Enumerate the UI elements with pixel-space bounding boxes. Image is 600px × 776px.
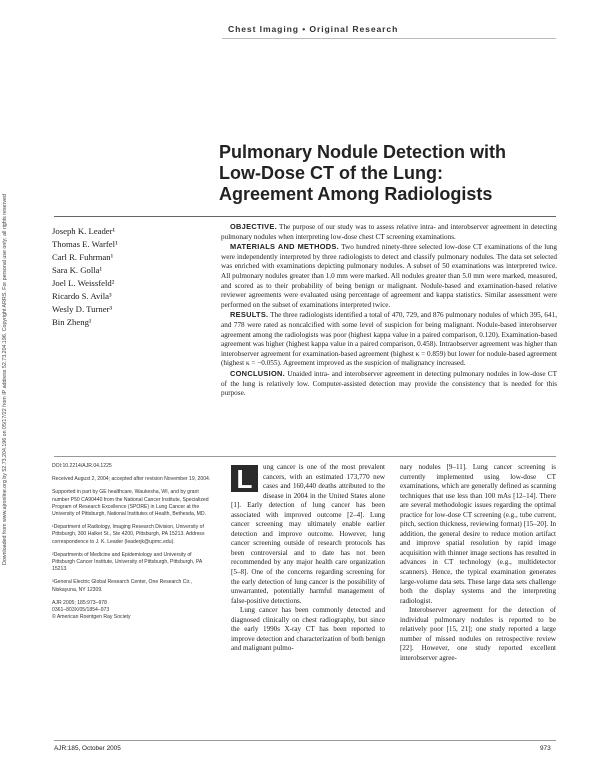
author-name: Joel L. Weissfeld² <box>52 278 115 288</box>
article-title <box>219 142 559 205</box>
abstract-results <box>221 310 557 369</box>
page-number: 973 <box>540 745 551 752</box>
abstract-heading: CONCLUSION. <box>230 368 286 378</box>
body-paragraph <box>231 463 385 606</box>
abstract-text: Unaided intra- and interobserver agreement in detecting pulmonary nodules in low-dose CT of the lung is relatively low. Computer-assisted detection may provide the consistency that is needed for this purpose. <box>221 369 557 398</box>
footer-rule <box>54 740 556 741</box>
abstract-heading: RESULTS. <box>230 310 269 320</box>
author-name: Bin Zheng¹ <box>52 317 92 327</box>
body-column-2 <box>400 463 556 663</box>
section-header: Chest Imaging • Original Research <box>228 24 399 34</box>
author-name: Carl R. Fuhrman¹ <box>52 252 114 262</box>
author-name: Ricardo S. Avila³ <box>52 291 112 301</box>
drop-cap: L <box>231 465 258 492</box>
download-watermark: Downloaded from www.ajronline.org by 52.73.204.196 on 05/17/22 from IP address 52.73.204.196. Copyright ARRS. For personal use only; all rights reserved <box>2 194 8 566</box>
citation-note: AJR 2005; 185:973–978 0361–803X/05/1854–973 © American Roentgen Ray Society <box>52 599 131 621</box>
title-line: Low-Dose CT of the Lung: <box>219 163 443 183</box>
title-line: Pulmonary Nodule Detection with <box>219 142 507 162</box>
abstract-rule <box>54 456 556 457</box>
title-line: Agreement Among Radiologists <box>219 184 493 204</box>
abstract-text: The three radiologists identified a total of 470, 729, and 876 pulmonary nodules of which 395, 641, and 778 were rated as noncalcified with some level of suspicion for being malignant. Nodule-based interobserver agreement among the radiologists was poor (highest kappa value in a paired comparison, 0.120). Examination-based agreement was higher (highest kappa value in a paired comparison, 0.458). Intraobserver agreement was higher than interobserver agreement for examination-based agreement (highest κ = 0.859) but lower for nodule-based agreement (highest κ = −0.055). Agreement improved as the suspicion of malignancy increased. <box>221 311 557 368</box>
paragraph-text: ung cancer is one of the most prevalent cancers, with an estimated 173,770 new cases and 160,440 deaths attributed to the disease in 2004 in the United States alone [1]. Early detection of lung cancer has been associated with improved outcome [2–4]. Lung cancer screening may ultimately enable earlier detection and improve outcome. However, lung cancer screening outside of research protocols has been controversial and to date has not been recommended by any major health care organization [5–8]. One of the concerns regarding screening for the early detection of lung cancer is the possibility of unwarranted, potentially harmful management of false-positive detections. <box>231 463 385 605</box>
author-name: Thomas E. Warfel¹ <box>52 239 118 249</box>
journal-footer: AJR:185, October 2005 <box>54 745 121 752</box>
article-notes <box>52 463 214 627</box>
abstract <box>221 222 557 399</box>
abstract-conclusion <box>221 369 557 399</box>
abstract-heading: MATERIALS AND METHODS. <box>230 242 339 252</box>
support-note: Supported in part by GE healthcare, Waukesha, WI, and by grant number P50 CA90440 from the National Cancer Institute, Specialized Program of Research Excellence (SPORE) in Lung Cancer at the University of Pittsburgh, National Institutes of Health, Bethesda, MD. <box>52 489 209 518</box>
received-note: Received August 2, 2004; accepted after revision November 19, 2004. <box>52 476 211 483</box>
author-list <box>52 225 202 329</box>
abstract-methods <box>221 242 557 310</box>
body-paragraph: Interobserver agreement for the detection of individual pulmonary nodules is reported to be relatively poor [15, 21]; one study reported a large number of missed nodules on retrospective review [22]. However, one study reported excellent interobserver agree- <box>400 606 556 662</box>
body-column-1 <box>231 463 385 654</box>
abstract-objective <box>221 222 557 242</box>
affiliation-note: ²Departments of Medicine and Epidemiology and University of Pittsburgh Cancer Institute, University of Pittsburgh, Pittsburgh, PA 15213. <box>52 551 202 573</box>
author-name: Joseph K. Leader¹ <box>52 226 116 236</box>
doi-note: DOI:10.2214/AJR.04.1225 <box>52 463 112 469</box>
abstract-text: Two hundred ninety-three selected low-dose CT examinations of the lung were independently interpreted by three radiologists to detect and classify pulmonary nodules. The data set selected was enriched with examinations depicting pulmonary nodules. A subset of 50 examinations was interpreted twice. All pulmonary nodules greater than 1.0 mm were marked. All nodules greater than 5.0 mm were marked, measured, and scored as to their probability of being benign or malignant. Nodule-based and examination-based relative reviewer agreements were evaluated using percentage of agreement and kappa statistics. Similar assessment were performed on the subset of examinations interpreted twice. <box>221 243 557 309</box>
body-paragraph: nary nodules [9–11]. Lung cancer screening is currently implemented using low-dose CT examinations, which are generally defined as scanning techniques that use less than 100 mAs [12–14]. There are several methodologic issues regarding the optimal practice for low-dose CT screening (e.g., tube current, pitch, section thickness, reviewing format) [15–20]. In addition, the general desire to reduce motion artifact and improve spatial resolution by rapid image acquisition with thinner image sections has resulted in advances in CT technology (e.g., multidetector scanners). Hence, the typical examination generates large-volume data sets. These large data sets challenge both the display systems and the interpreting radiologist. <box>400 463 556 605</box>
affiliation-note: ¹Department of Radiology, Imaging Research Division, University of Pittsburgh, 300 Halket St., Ste 4200, Pittsburgh, PA 15213. Address correspondence to J. K. Leader (leaderjk@upmc.edu). <box>52 524 205 545</box>
author-name: Sara K. Golla¹ <box>52 265 103 275</box>
abstract-text: The purpose of our study was to assess relative intra- and interobserver agreement in detecting pulmonary nodules when interpreting low-dose chest CT screening examinations. <box>221 223 557 241</box>
author-name: Wesly D. Turner³ <box>52 304 113 314</box>
affiliation-note: ³General Electric Global Research Center, One Research Cir., Niskayuna, NY 12309. <box>52 579 192 593</box>
title-rule <box>54 216 556 217</box>
abstract-heading: OBJECTIVE. <box>230 222 277 231</box>
header-rule <box>222 38 556 39</box>
body-paragraph: Lung cancer has been commonly detected and diagnosed clinically on chest radiography, but since the early 1990s X-ray CT has been reported to improve detection and characterization of both benign and malignant pulmo- <box>231 606 385 653</box>
